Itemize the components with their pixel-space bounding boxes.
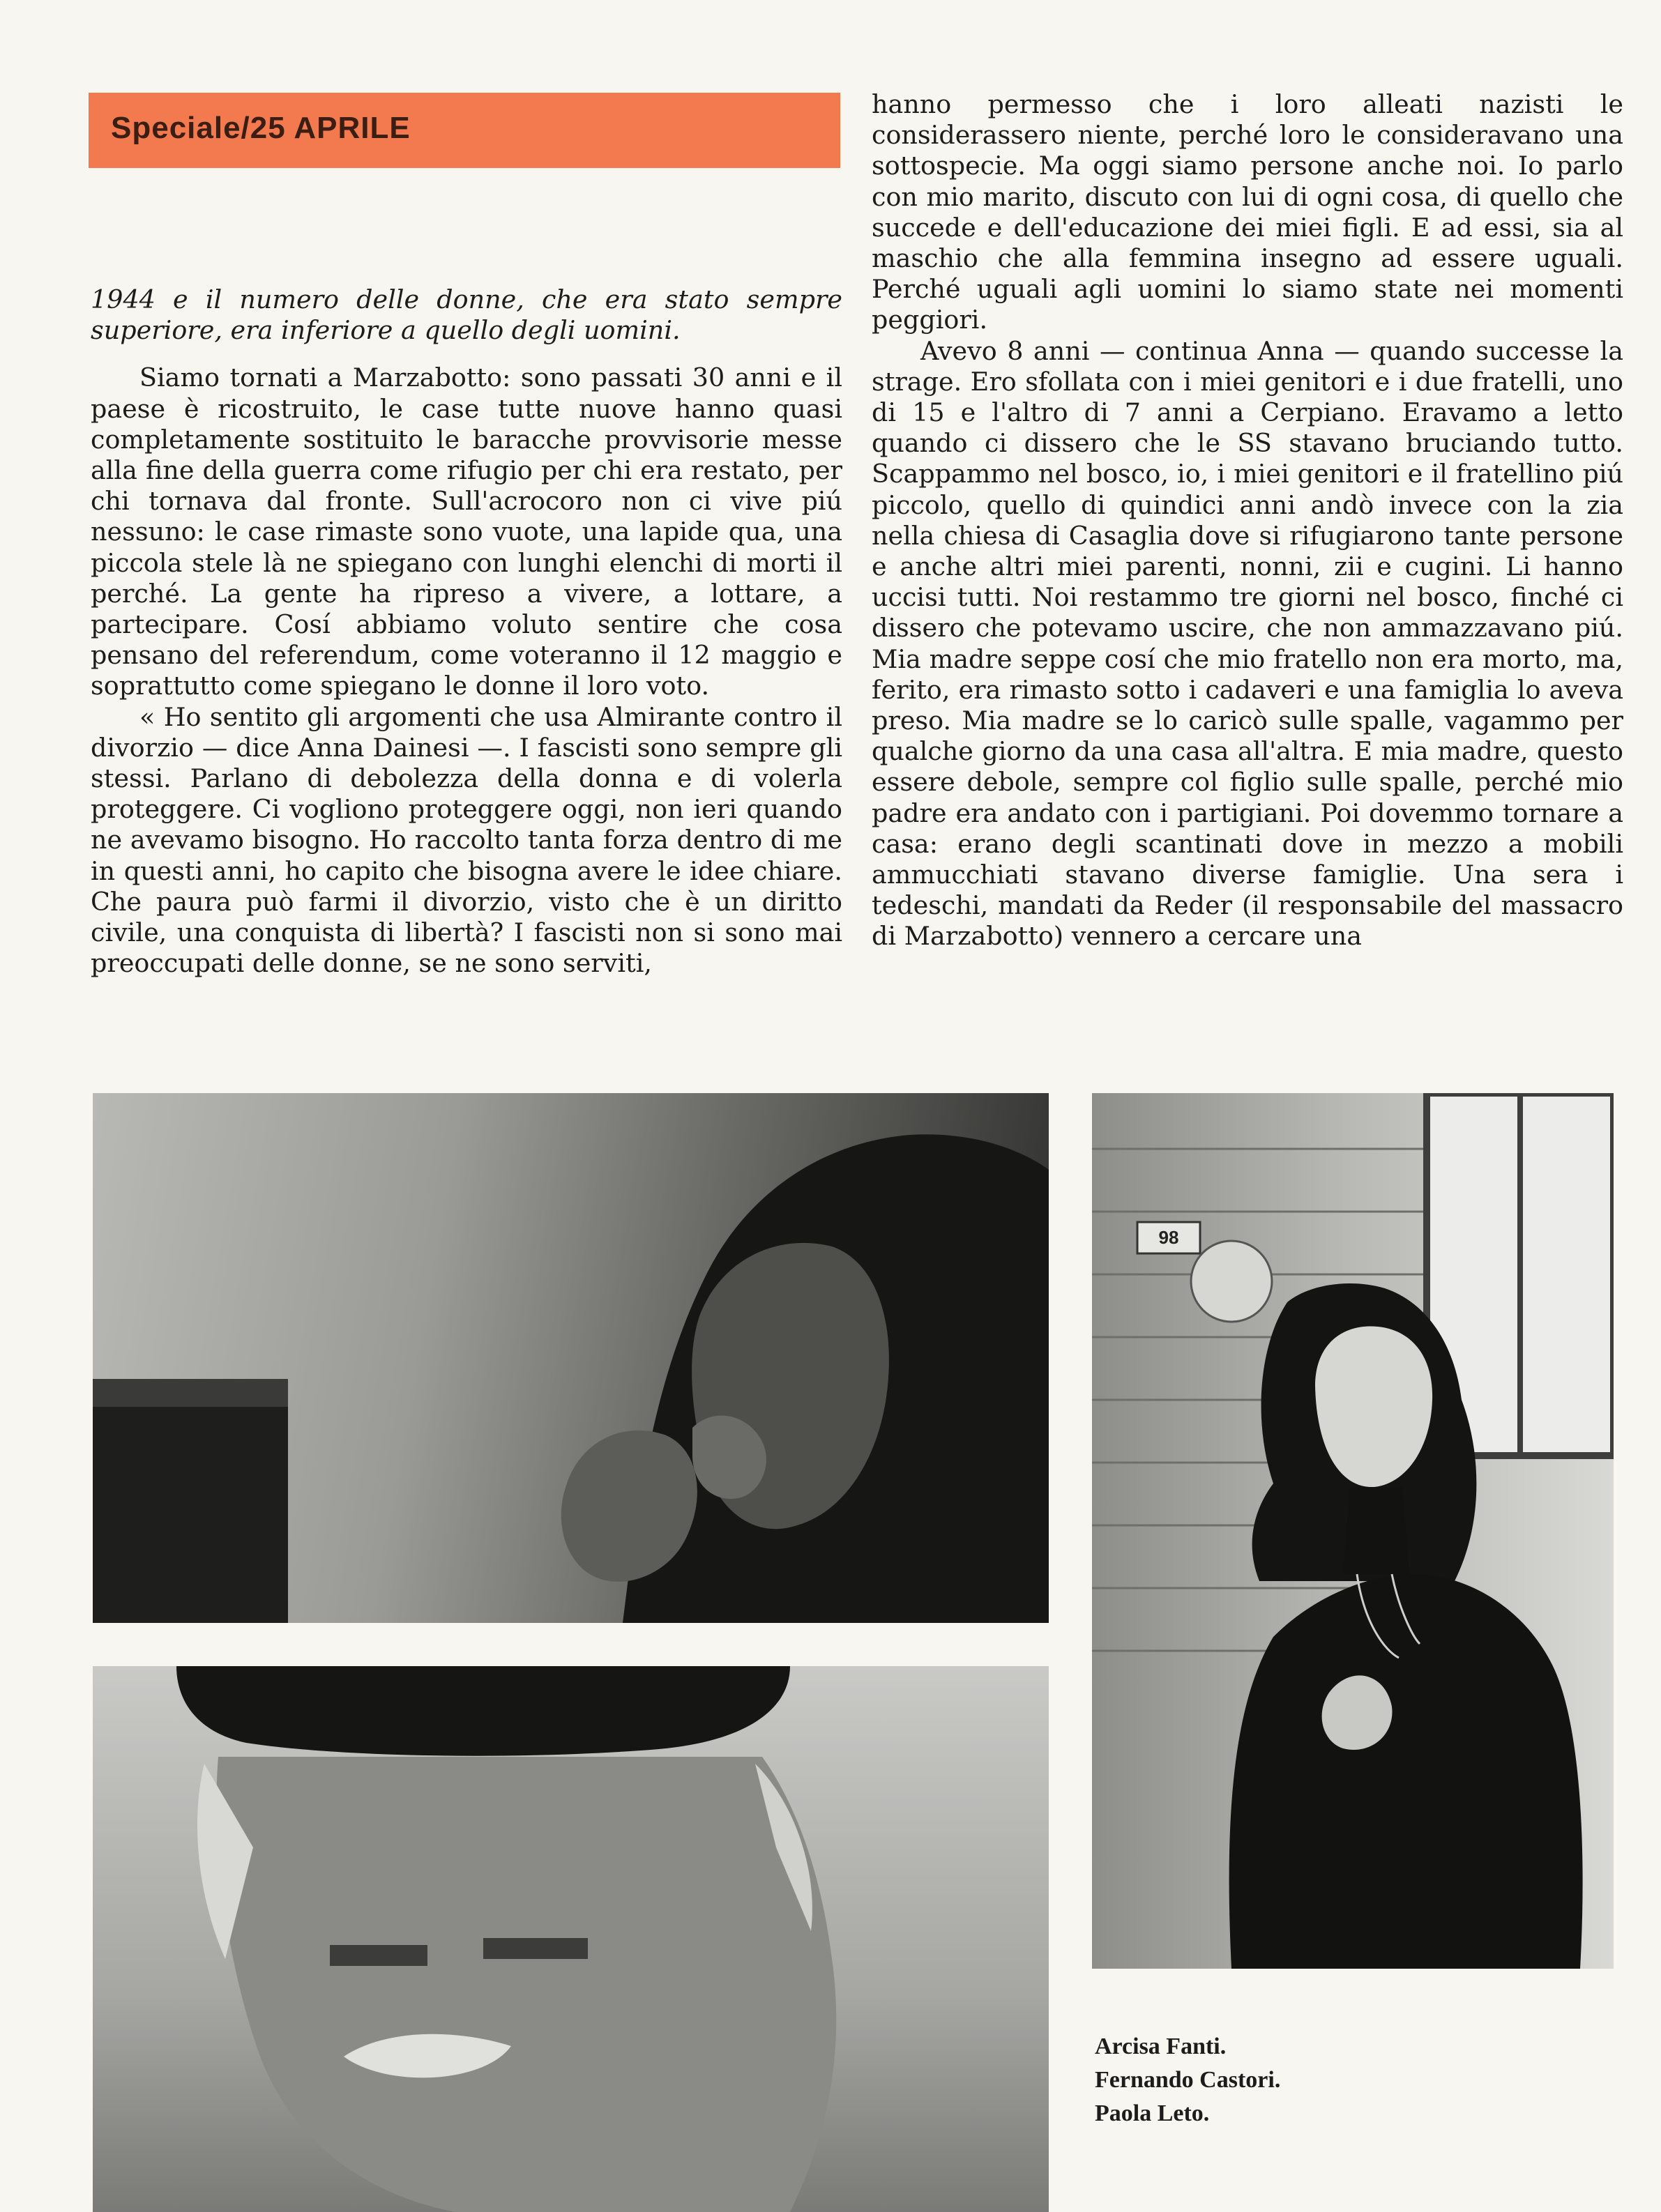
photo-paola-leto [1092,1093,1614,1969]
caption-line: Paola Leto. [1095,2100,1210,2126]
article-paragraph: Avevo 8 anni — continua Anna — quando successe la strage. Ero sfollata con i miei genitori e i due fratelli, uno di 15 e l'altro di 7 anni a Cerpiano. Eravamo a letto quando ci dissero che le SS stavano bruciando tutto. Scappammo nel bosco, io, i miei genitori e il fratellino piú piccolo, quello di quindici anni andò invece con la zia nella chiesa di Casaglia dove si rifugiarono tante persone e anche altri miei parenti, nonni, zii e cugini. Li hanno uccisi tutti. Noi restammo tre giorni nel bosco, finché ci dissero che potevamo uscire, che non ammazzavano piú. Mia madre seppe cosí che mio fratello non era morto, ma, ferito, era rimasto sotto i cadaveri e una famiglia lo aveva preso. Mia madre se lo caricò sulle spalle, vagammo per qualche giorno da una casa all'altra. E mia madre, questo essere debole, sempre col figlio sulle spalle, perché mio padre era andato con i partigiani. Poi dovemmo tornare a casa: erano degli scantinati dove in mezzo a mobili ammucchiati stavano diverse famiglie. Una sera i tedeschi, mandati da Reder (il responsabile del massacro di Marzabotto) vennero a cercare una [872,335,1623,952]
photo-fernando-castori [93,1666,1049,2212]
photo-captions [1095,2030,1280,2130]
article-paragraph: Siamo tornati a Marzabotto: sono passati 30 anni e il paese è ricostruito, le case tutte nuove hanno quasi completamente sostituito le baracche provvisorie messe alla fine della guerra come rifugio per chi era restato, per chi tornava dal fronte. Sull'acrocoro non ci vive piú nessuno: le case rimaste sono vuote, una lapide qua, una piccola stele là ne spiegano con lunghi elenchi di morti il perché. La gente ha ripreso a vivere, a lottare, a partecipare. Cosí abbiamo voluto sentire che cosa pensano del referendum, come voteranno il 12 maggio e soprattutto come spiegano le donne il loro voto. [91,363,842,701]
house-number-plate: 98 [1158,1227,1179,1248]
photo-arcisa-fanti [93,1093,1049,1623]
section-header-band [89,93,840,168]
article-paragraph: hanno permesso che i loro alleati nazisti le considerassero niente, perché loro le consideravano una sottospecie. Ma oggi siamo persone anche noi. Io parlo con mio marito, discuto con lui di ogni cosa, di quello che succede e dell'educazione dei miei figli. E ad essi, sia al maschio che alla femmina insegno ad essere uguali. Perché uguali agli uomini lo siamo state nei momenti peggiori. [872,89,1623,335]
article-column-right [872,89,1623,952]
article-column-left [91,284,842,979]
caption-line: Fernando Castori. [1095,2067,1281,2093]
section-header-label: Speciale/25 APRILE [111,111,411,145]
caption-line: Arcisa Fanti. [1095,2034,1227,2059]
article-paragraph: « Ho sentito gli argomenti che usa Almirante contro il divorzio — dice Anna Dainesi —. I fascisti sono sempre gli stessi. Parlano di debolezza della donna e di volerla proteggere. Ci vogliono proteggere oggi, non ieri quando ne avevamo bisogno. Ho raccolto tanta forza dentro di me in questi anni, ho capito che bisogna avere le idee chiare. Che paura può farmi il divorzio, visto che è un diritto civile, una conquista di libertà? I fascisti non si sono mai preoccupati delle donne, se ne sono serviti, [91,701,842,979]
intro-italic-text: 1944 e il numero delle donne, che era stato sempre superiore, era inferiore a quello degli uomini. [91,284,842,346]
